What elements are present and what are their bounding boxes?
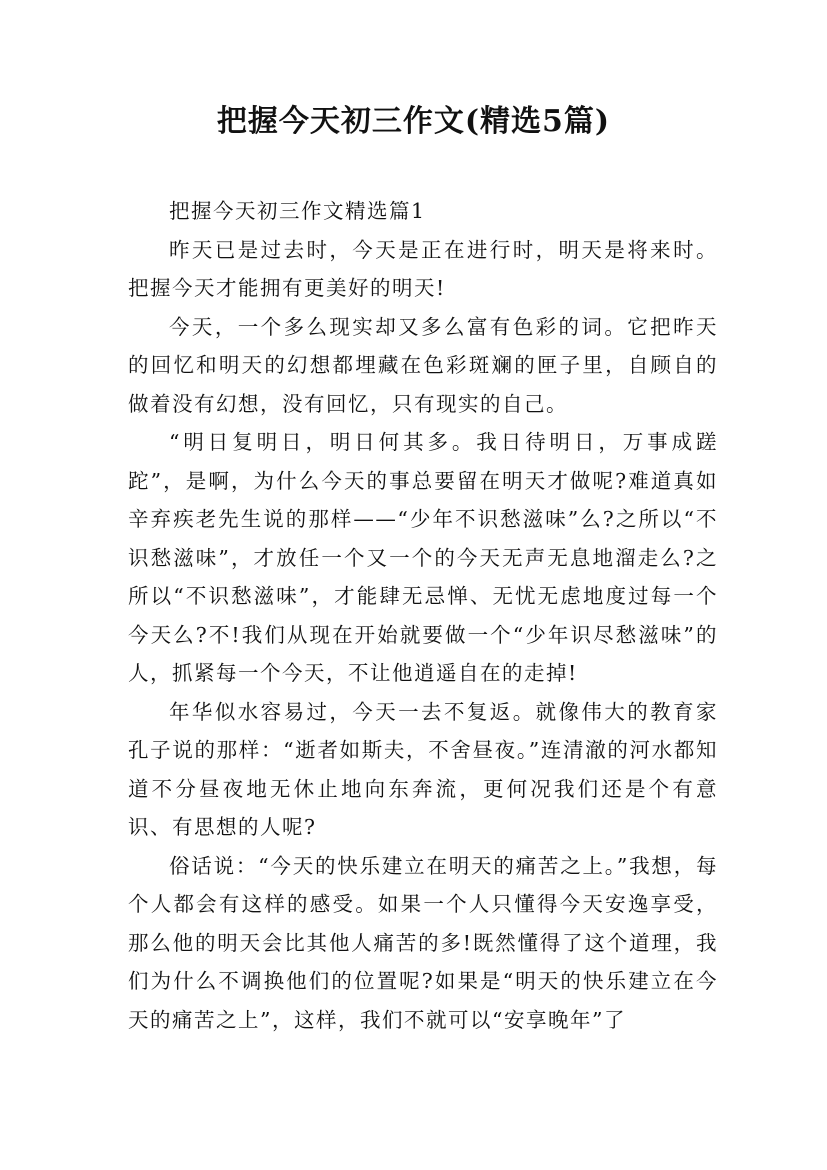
document-title: 把握今天初三作文(精选5篇) — [216, 104, 611, 139]
paragraph: 昨天已是过去时，今天是正在进行时，明天是将来时。把握今天才能拥有更美好的明天! — [128, 237, 718, 300]
document-body — [128, 192, 718, 1039]
paragraph: 年华似水容易过，今天一去不复返。就像伟大的教育家孔子说的那样：“逝者如斯夫，不舍昼夜。”连清澈的河水都知道不分昼夜地无休止地向东奔流，更何况我们还是个有意识、有思想的人呢? — [128, 699, 718, 839]
paragraph: “明日复明日，明日何其多。我日待明日，万事成蹉跎”，是啊，为什么今天的事总要留在明天才做呢?难道真如辛弃疾老先生说的那样——“少年不识愁滋味”么?之所以“不识愁滋味”，才放任一个又一个的今天无声无息地溜走么?之所以“不识愁滋味”，才能肆无忌惮、无忧无虑地度过每一个今天么?不!我们从现在开始就要做一个“少年识尽愁滋味”的人，抓紧每一个今天，不让他逍遥自在的走掉! — [128, 430, 718, 685]
paragraph: 今天，一个多么现实却又多么富有色彩的词。它把昨天的回忆和明天的幻想都埋藏在色彩斑斓的匣子里，自顾自的做着没有幻想，没有回忆，只有现实的自己。 — [128, 314, 718, 416]
section-heading: 把握今天初三作文精选篇1 — [169, 199, 426, 223]
paragraph: 俗话说：“今天的快乐建立在明天的痛苦之上。”我想，每个人都会有这样的感受。如果一个人只懂得今天安逸享受，那么他的明天会比其他人痛苦的多!既然懂得了这个道理，我们为什么不调换他们的位置呢?如果是“明天的快乐建立在今天的痛苦之上”，这样，我们不就可以“安享晚年”了 — [128, 853, 718, 1032]
